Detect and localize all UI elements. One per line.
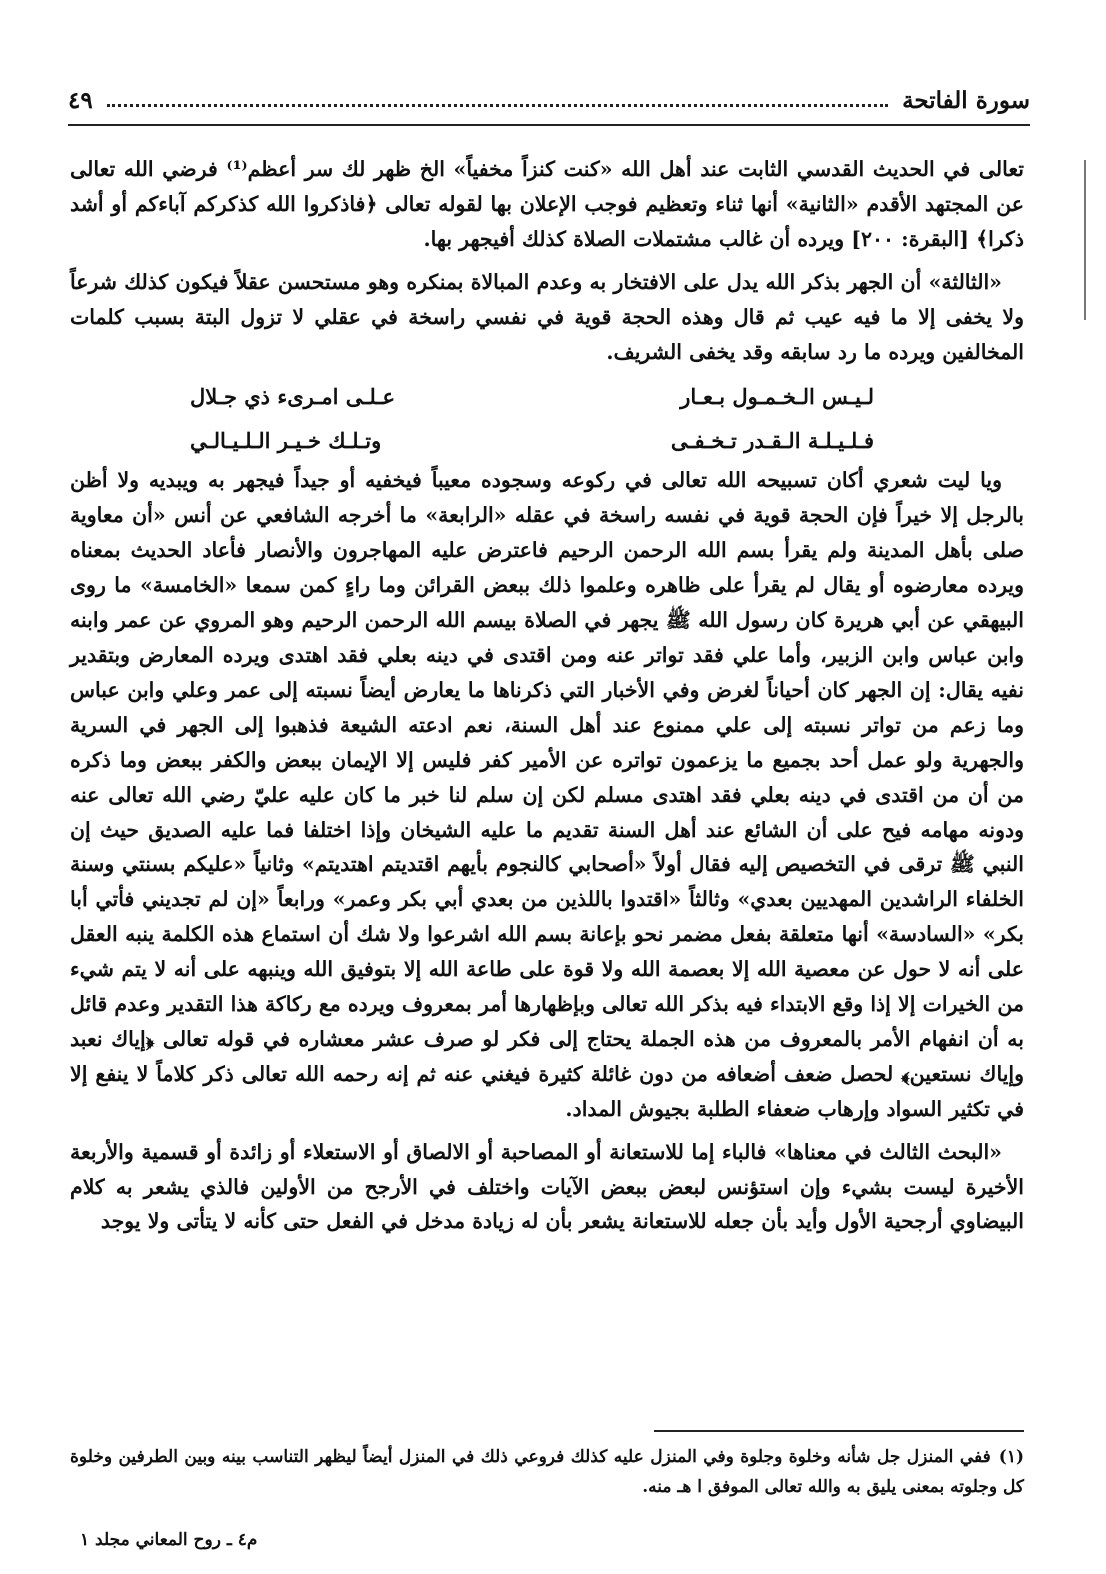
header-leader-dots: [107, 104, 888, 107]
paragraph-4: «البحث الثالث في معناها» فالباء إما للاستعانة أو المصاحبة أو الالصاق أو الاستعلاء أو زائدة أو قسمية والأربعة الأخيرة ليست بشيء وإن استؤنس لبعض ببعض الآيات واختلف في الأرجح من الأولين فالذي يشعر به كلام البيضاوي أرجحية الأول وأيد بأن جعله للاستعانة يشعر بأن له زيادة مدخل في الفعل حتى كأنه لا يتأتى ولا يوجد: [70, 1139, 1024, 1234]
paragraph-1: تعالى في الحديث القدسي الثابت عند أهل الله «كنت كنزاً مخفياً» الخ ظهر لك سر أعظم⁽¹⁾ فرضي الله تعالى عن المجتهد الأقدم «الثانية» أنها ثناء وتعظيم فوجب الإعلان بها لقوله تعالى ﴿فاذكروا الله كذكركم آباءكم أو أشد ذكرا﴾ [البقرة: ٢٠٠] ويرده أن غالب مشتملات الصلاة كذلك أفيجهر بها.: [70, 157, 1025, 251]
verse-2-first-hemistich: فـلـيـلـة الـقـدر تـخـفـى: [670, 428, 874, 454]
surah-title: سورة الفاتحة: [902, 86, 1030, 114]
verse-line-2: [70, 421, 1024, 461]
page-number: ٤٩: [68, 86, 93, 114]
paragraph-3: ويا ليت شعري أكان تسبيحه الله تعالى في ركوعه وسجوده معيباً فيخفيه أو جيداً فيجهر به ويبديه ولا أظن بالرجل إلا خيراً فإن الحجة قوية في نفسه راسخة في عقله «الرابعة» ما أخرجه الشافعي عن أنس «أن معاوية صلى بأهل المدينة ولم يقرأ بسم الله الرحمن الرحيم فاعترض عليه المهاجرون والأنصار فأعاد الحديث بمعناه ويرده معارضوه أو يقال لم يقرأ على ظاهره وعلموا ذلك ببعض القرائن وما راءٍ كمن سمعا «الخامسة» ما روى البيهقي عن أبي هريرة كان رسول الله ﷺ يجهر في الصلاة بيسم الله الرحمن الرحيم وهو المروي عن عمر وابنه وابن عباس وابن الزبير، وأما علي فقد تواتر عنه ومن اقتدى في دينه بعلي فقد اهتدى ويرده المعارض وبتقدير نفيه يقال: إن الجهر كان أحياناً لغرض وفي الأخبار التي ذكرناها ما يعارض أيضاً نسبته إلى عمر وعلي وابن عباس وما زعم من تواتر نسبته إلى علي ممنوع عند أهل السنة، نعم ادعته الشيعة فذهبوا إلى الجهر في السرية والجهرية ولو عمل أحد بجميع ما يزعمون تواتره عن الأمير كفر فليس إلا الإيمان ببعض والكفر ببعض وما ذكره من أن من اقتدى في دينه بعلي فقد اهتدى مسلم لكن إن سلم لنا خبر ما كان عليه عليّ رضي الله تعالى عنه ودونه مهامه فيح على أن الشائع عند أهل السنة تقديم ما عليه الشيخان وإذا اختلفا فما عليه الصديق حيث إن النبي ﷺ ترقى في التخصيص إليه فقال أولاً «أصحابي كالنجوم بأيهم اقتديتم اهتديتم» وثانياً «عليكم بسنتي وسنة الخلفاء الراشدين المهديين بعدي» وثالثاً «اقتدوا باللذين من بعدي أبي بكر وعمر» ورابعاً «إن لم تجديني فأتي أبا بكر» «السادسة» أنها متعلقة بفعل مضمر نحو بإعانة بسم الله اشرعوا ولا شك أن استماع هذه الكلمة ينبه العقل على أنه لا حول عن معصية الله إلا بعصمة الله ولا قوة على طاعة الله إلا بتوفيق الله وينبهه على أنه لا يتم شيء من الخيرات إلا إذا وقع الابتداء فيه بذكر الله تعالى وبإظهارها أمر بمعروف ويرده مع ركاكة هذا التقدير وعدم قائل به أن انفهام الأمر بالمعروف من هذه الجملة يحتاج إلى فكر لو صرف عشر معشاره في قوله تعالى ﴿إياك نعبد وإياك نستعين﴾ لحصل ضعف أضعافه من دون غائلة كثيرة فيغني عنه ثم إنه رحمه الله تعالى ذكر كلاماً لا ينفع إلا في تكثير السواد وإرهاب ضعفاء الطلبة بجيوش المداد.: [70, 468, 1024, 1121]
verse-1-second-hemistich: عـلـى امـرىء ذي جـلال: [190, 384, 396, 410]
main-text: [70, 152, 1024, 1247]
footnote-number: (١): [998, 1447, 1024, 1467]
verse-2-second-hemistich: وتـلـك خـيـر الـلـيـالـي: [190, 428, 382, 454]
header-rule: [68, 124, 1030, 126]
paragraph-2: «الثالثة» أن الجهر بذكر الله يدل على الافتخار به وعدم المبالاة بمنكره وهو مستحسن عقلاً فيكون كذلك شرعاً ولا يخفى إلا ما فيه عيب ثم قال وهذه الحجة قوية في نفسي راسخة في عقلي لا تزول البتة بسبب كلمات المخالفين ويرده ما رد سابقه وقد يخفى الشريف.: [70, 269, 1024, 364]
footnote-rule: [654, 1430, 1024, 1432]
running-header: [68, 80, 1030, 120]
footnote: [70, 1442, 1024, 1502]
verse-line-1: [70, 377, 1024, 417]
signature-mark: م٤ ـ روح المعاني مجلد ١: [80, 1530, 258, 1550]
verse-1-first-hemistich: لـيـس الـخـمـول بـعـار: [680, 384, 874, 410]
footnote-text: ففي المنزل جل شأنه وخلوة وجلوة وفي المنزل عليه كذلك فروعي ذلك في المنزل أيضاً ليظهر التناسب بينه وبين الطرفين وخلوة كل وجلوته بمعنى يليق به والله تعالى الموفق ا هـ منه.: [70, 1447, 1024, 1497]
margin-line: [1084, 160, 1086, 320]
